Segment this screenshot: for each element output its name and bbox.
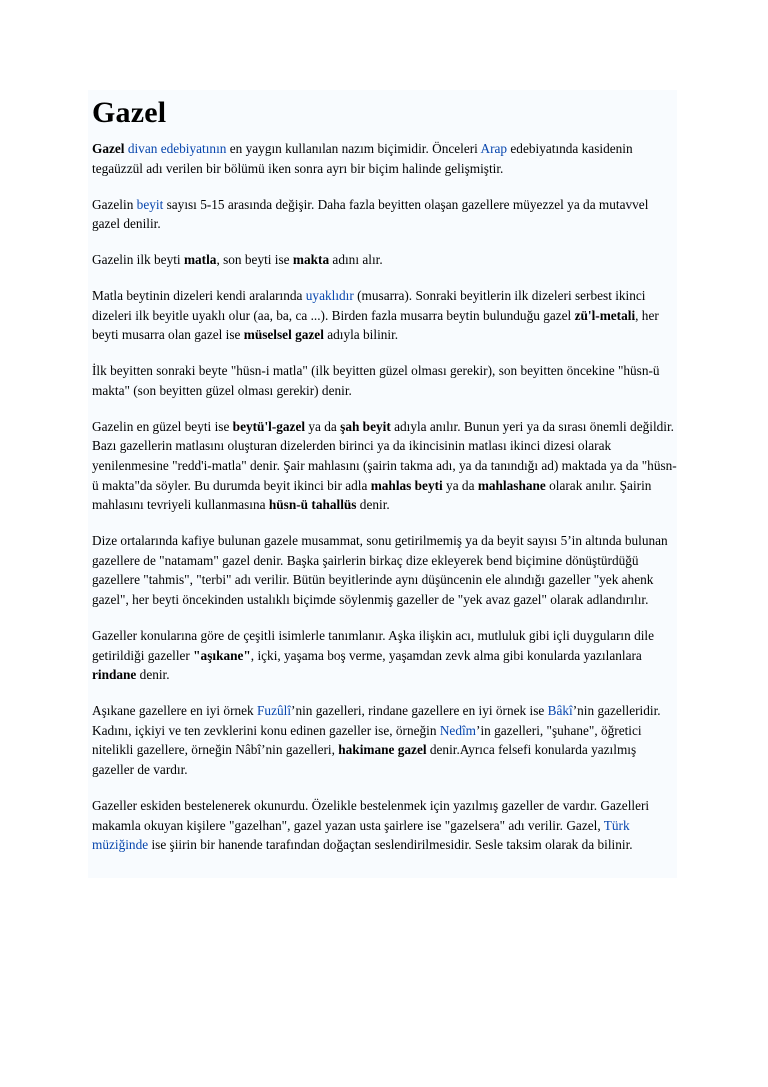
text-run: denir.Ayrıca felsefi konularda yazılmış gazeller de vardır.: [92, 742, 637, 777]
text-run: (musarra). Sonraki beyitlerin ilk dizeleri serbest ikinci dizeleri ilk beyitle uyaklı olur (aa, ba, ca ...). Birden fazla musarra beytin bulunduğu gazel: [92, 288, 646, 323]
text-run: Gazelin: [92, 196, 137, 212]
text-run: en yaygın kullanılan nazım biçimidir. Önceleri: [226, 141, 481, 156]
text-run: Aşıkane gazellere en iyi örnek: [92, 703, 258, 719]
bold-term: mahlashane: [477, 477, 546, 493]
bold-term: hakimane gazel: [338, 742, 427, 758]
bold-term: Gazel: [92, 141, 125, 156]
text-run: , her beyti musarra olan gazel ise: [92, 307, 659, 343]
paragraph: [92, 250, 678, 270]
paragraph: [92, 195, 678, 234]
paragraph: [92, 796, 678, 855]
bold-term: zü'l-metali: [574, 307, 636, 323]
wiki-link[interactable]: divan edebiyatının: [127, 141, 227, 156]
text-run: adını alır.: [329, 252, 383, 268]
bold-term: mahlas beyti: [370, 477, 443, 493]
paragraph: [92, 139, 678, 178]
paragraph: [92, 361, 678, 400]
text-run: adıyla bilinir.: [323, 327, 399, 343]
wiki-link[interactable]: Türk müziğinde: [92, 817, 630, 853]
paragraph: [92, 286, 678, 345]
bold-term: beytü'l-gazel: [232, 418, 306, 434]
text-run: sayısı 5-15 arasında değişir. Daha fazla beyitten olaşan gazellere müyezzel ya da mutavvel gazel denilir.: [92, 196, 649, 232]
paragraph: [92, 531, 678, 609]
paragraph: [92, 626, 678, 685]
text-run: Matla beytinin dizeleri kendi aralarında: [92, 288, 306, 304]
text-run: denir.: [356, 497, 390, 513]
text-run: ’in gazelleri, "şuhane", öğretici nitelikli gazellere, örneğin Nâbî’nin gazelleri,: [92, 722, 642, 758]
text-run: İlk beyitten sonraki beyte "hüsn-i matla" (ilk beyitten güzel olması gerekir), son beyitten öncekine "hüsn-ü makta" (son beyitten güzel olması gerekir) denir.: [92, 363, 660, 398]
wiki-link[interactable]: uyaklıdır: [305, 288, 354, 304]
bold-term: "aşıkane": [193, 647, 251, 663]
text-run: Gazeller konularına göre de çeşitli isimlerle tanımlanır. Aşka ilişkin acı, mutluluk gibi içli duyguların dile getirildiği gazeller: [92, 628, 655, 663]
text-run: edebiyatında kasidenin tegaüzzül adı verilen bir bölümü iken sonra ayrı bir biçim halinde gelişmiştir.: [92, 141, 633, 176]
bold-term: rindane: [92, 667, 137, 683]
article-content: [88, 90, 677, 878]
text-run: adıyla anılır. Bunun yeri ya da sırası önemli değildir. Bazı gazellerin matlasını oluşturan dizelerden birinci ya da ikincisinin matlası ikinci dizesi olarak yenilenmesine "redd'i-matla" denir. Şair mahlasını (şairin takma adı, ya da tanındığı ad) maktada ya da "hüsn-ü makta"da söyler. Bu durumda beyit ikinci bir adla: [92, 418, 677, 493]
text-run: Gazelin ilk beyti: [92, 252, 184, 268]
page-title: Gazel: [92, 96, 167, 129]
bold-term: şah beyit: [340, 418, 391, 434]
wiki-link[interactable]: Bâkî: [547, 703, 573, 719]
article-body: [88, 139, 677, 855]
paragraph: [92, 701, 678, 779]
text-run: denir.: [136, 667, 170, 683]
wiki-link[interactable]: Arap: [480, 141, 508, 156]
bold-term: makta: [292, 252, 330, 268]
text-run: , içki, yaşama boş verme, yaşamdan zevk alma gibi konularda yazılanlara: [250, 647, 642, 663]
text-run: Gazeller eskiden bestelenerek okunurdu. Özelikle bestelenmek için yazılmış gazeller de vardır. Gazelleri makamla okuyan kişilere "gazelhan", gazel yazan usta şairlere ise "gazelsera" adı verilir. Gazel,: [92, 797, 650, 833]
text-run: ya da: [305, 418, 341, 434]
text-run: ’nin gazelleri, rindane gazellere en iyi örnek ise: [291, 703, 548, 719]
bold-term: müselsel gazel: [243, 327, 324, 343]
wiki-link[interactable]: beyit: [136, 196, 164, 212]
bold-term: hüsn-ü tahallüs: [268, 497, 357, 513]
text-run: ya da: [442, 477, 478, 493]
text-run: ise şiirin bir hanende tarafından doğaçtan seslendirilmesidir. Sesle taksim olarak da bilinir.: [148, 837, 633, 853]
text-run: Gazelin en güzel beyti ise: [92, 418, 233, 434]
text-run: Dize ortalarında kafiye bulunan gazele musammat, sonu getirilmemiş ya da beyit sayısı 5’in altında bulunan gazellere de "natamam" gazel denir. Başka şairlerin birkaç dize ekleyerek bend biçimine dönüştürdüğü gazellere "tahmis", "terbi" adı verilir. Bütün beyitlerinde aynı düşüncenin ele alındığı gazeller "yek ahenk gazel", her beyti öncekinden ustalıklı biçimde söylenmiş gazeller de "yek avaz gazel" olarak adlandırılır.: [92, 533, 668, 608]
text-run: ’nin gazelleridir. Kadını, içkiyi ve ten zevklerini konu edinen gazeller ise, örneğin: [92, 703, 661, 738]
text-run: , son beyti ise: [216, 252, 293, 268]
paragraph: [92, 417, 678, 515]
bold-term: matla: [183, 252, 217, 268]
wiki-link[interactable]: Fuzûlî: [257, 703, 292, 719]
wiki-link[interactable]: Nedîm: [439, 722, 477, 738]
text-run: olarak anılır. Şairin mahlasını tevriyeli kullanmasına: [92, 477, 652, 513]
